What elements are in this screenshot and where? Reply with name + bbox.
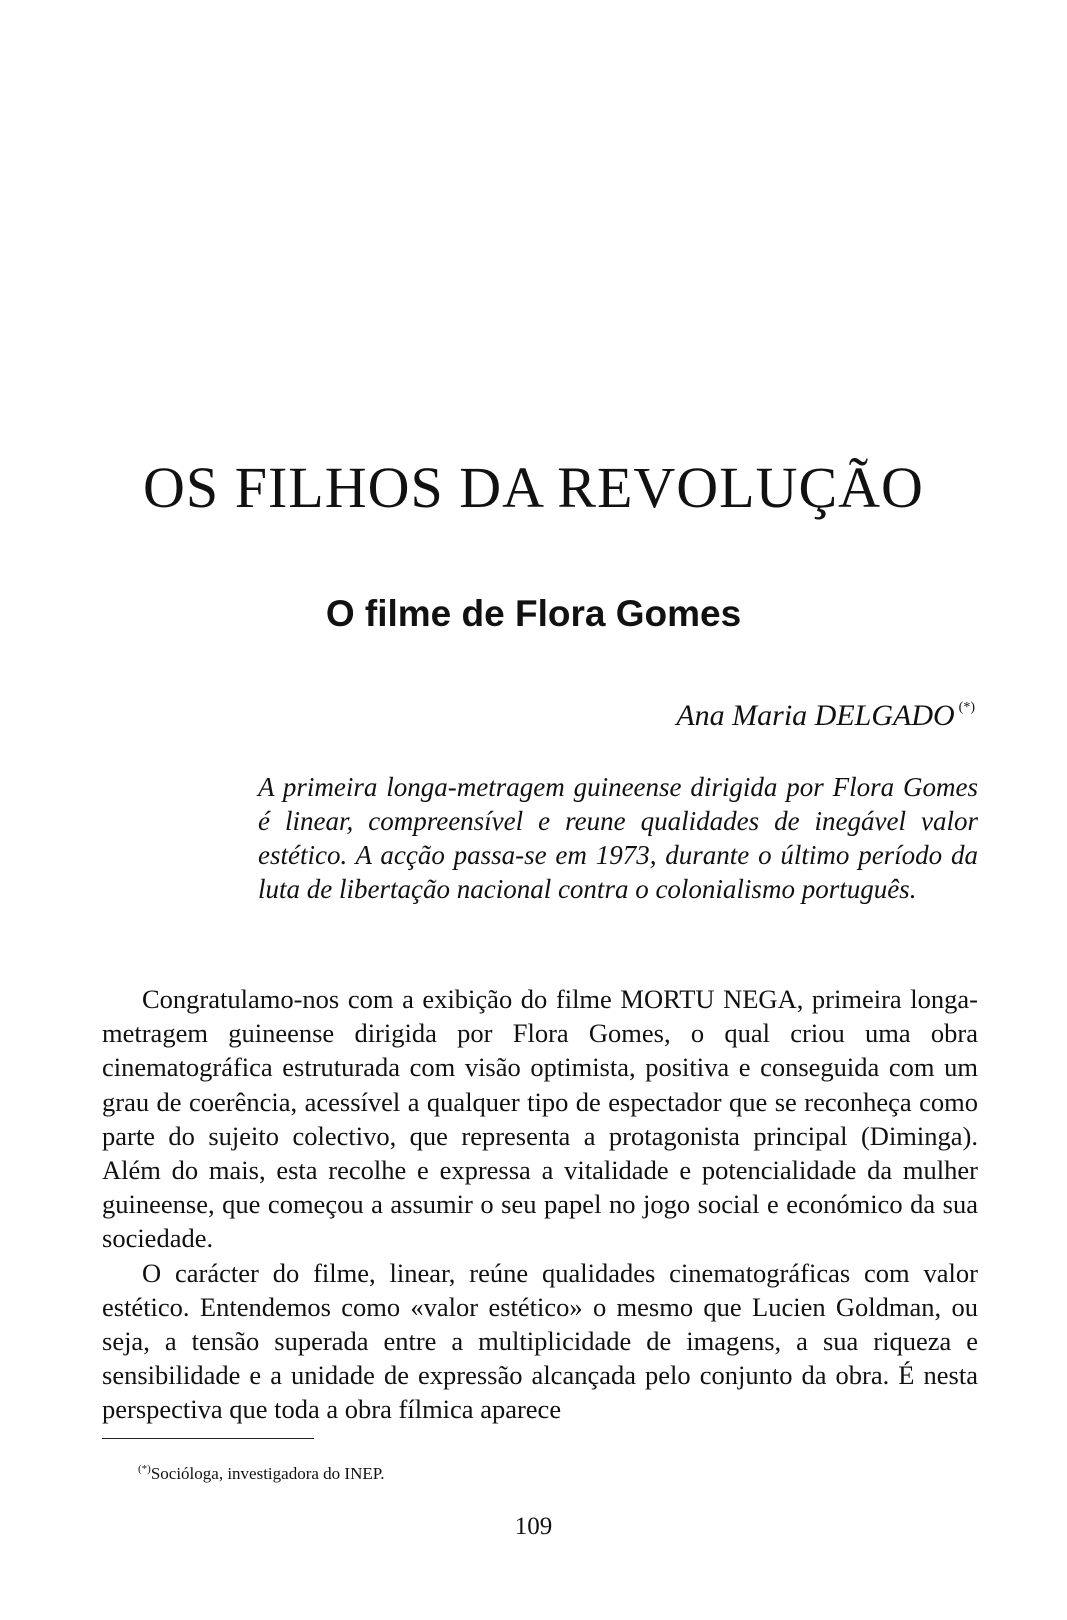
footnote [138, 1458, 385, 1485]
author-footnote-mark: (*) [958, 700, 975, 715]
author-name: Ana Maria DELGADO [676, 699, 955, 732]
body-paragraph: Congratulamo-nos com a exibição do filme MORTU NEGA, primeira longa-metragem guineense dirigida por Flora Gomes, o qual criou uma obra cinematográfica estruturada com visão optimista, positiva e conseguida com um grau de coerência, acessível a qualquer tipo de espectador que se reconheça como parte do sujeito colectivo, que representa a protagonista principal (Diminga). Além do mais, esta recolhe e expressa a vitalidade e potencialidade da mulher guineense, que começou a assumir o seu papel no jogo social e económico da sua sociedade. [102, 984, 978, 1254]
page-number: 109 [514, 1513, 553, 1540]
author-line [676, 690, 975, 734]
article-body [102, 982, 978, 1427]
article-title: OS FILHOS DA REVOLUÇÃO [143, 455, 924, 520]
article-subtitle: O filme de Flora Gomes [325, 593, 742, 634]
footnote-divider [102, 1438, 314, 1439]
footnote-text: Socióloga, investigadora do INEP. [150, 1464, 385, 1483]
body-paragraph: O carácter do filme, linear, reúne qualidades cinematográficas com valor estético. Entendemos como «valor estético» o mesmo que Lucien Goldman, ou seja, a tensão superada entre a multiplicidade de imagens, a sua riqueza e sensibilidade e a unidade de expressão alcançada pelo conjunto da obra. É nesta perspectiva que toda a obra fílmica aparece [102, 1257, 978, 1425]
footnote-mark: (*) [138, 1463, 151, 1475]
article-abstract: A primeira longa-metragem guineense dirigida por Flora Gomes é linear, compreensível e reune qualidades de inegável valor estético. A acção passa-se em 1973, durante o último período da luta de libertação nacional contra o colonialismo português. [258, 772, 978, 904]
